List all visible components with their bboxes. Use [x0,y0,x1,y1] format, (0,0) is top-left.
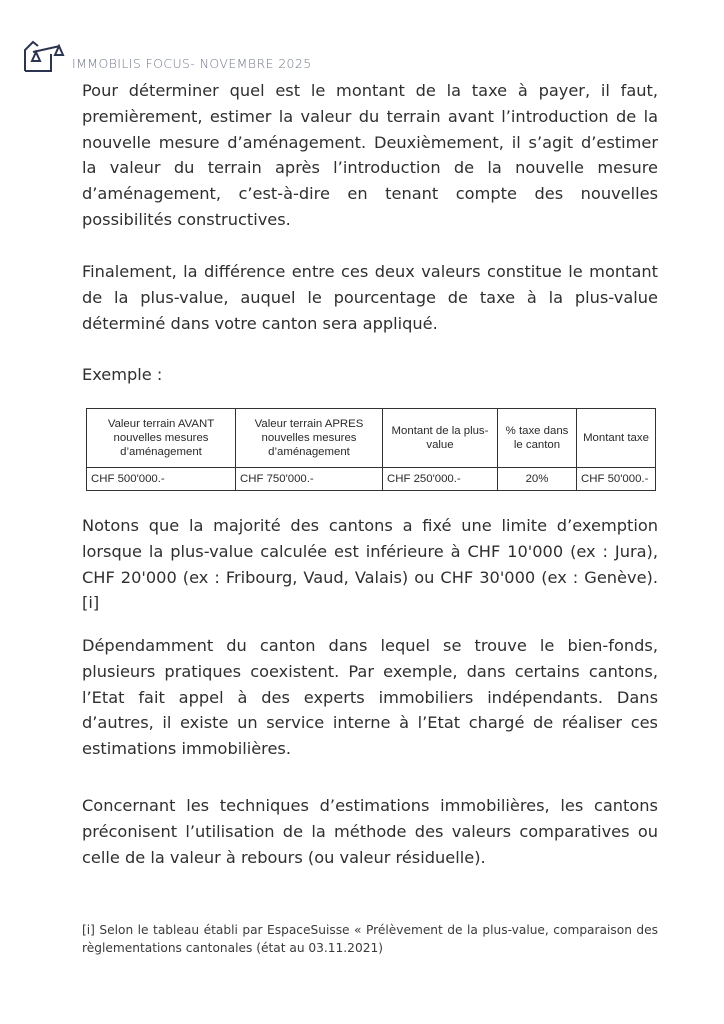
paragraph-canton-practices: Dépendamment du canton dans lequel se trouve le bien-fonds, plusieurs pratiques coexistent. Par exemple, dans certains cantons, l’Etat fait appel à des experts immobiliers indépendants. Dans d’autres, il existe un service interne à l’Etat chargé de réaliser ces estimations immobilières. [82,636,658,759]
table-cell: CHF 50'000.- [577,468,656,491]
example-table [86,408,656,491]
column-header: Valeur terrain AVANT nouvelles mesures d’aménagement [87,409,236,468]
paragraph-estimation-techniques: Concernant les techniques d’estimations immobilières, les cantons préconisent l’utilisation de la méthode des valeurs comparatives ou celle de la valeur à rebours (ou valeur résiduelle). [82,796,658,867]
column-header: Montant de la plus-value [383,409,498,468]
page-header [22,38,312,72]
footnote: [i] Selon le tableau établi par EspaceSuisse « Prélèvement de la plus-value, comparaison des règlementations cantonales (état au 03.11.2021) [82,923,658,955]
paragraph-plus-value: Finalement, la différence entre ces deux valeurs constitue le montant de la plus-value, auquel le pourcentage de taxe à la plus-value déterminé dans votre canton sera appliqué. [82,262,658,333]
paragraph-example-label: Exemple : [82,365,163,384]
table-cell: CHF 250'000.- [383,468,498,491]
house-scales-icon [22,38,70,72]
table-cell: CHF 500'000.- [87,468,236,491]
paragraph-tax-estimation: Pour déterminer quel est le montant de la taxe à payer, il faut, premièrement, estimer la valeur du terrain avant l’introduction de la nouvelle mesure d’aménagement. Deuxièmement, il s’agit d’estimer la valeur du terrain après l’introduction de la nouvelle mesure d’aménagement, c’est-à-dire en tenant compte des nouvelles possibilités constructives. [82,81,658,229]
column-header: % taxe dans le canton [498,409,577,468]
table-header-row [87,409,656,468]
column-header: Montant taxe [577,409,656,468]
paragraph-exemption-limit: Notons que la majorité des cantons a fixé une limite d’exemption lorsque la plus-value calculée est inférieure à CHF 10'000 (ex : Jura), CHF 20'000 (ex : Fribourg, Vaud, Valais) ou CHF 30'000 (ex : Genève). [i] [82,516,658,613]
column-header: Valeur terrain APRES nouvelles mesures d’aménagement [236,409,383,468]
table-row [87,468,656,491]
table-cell: 20% [498,468,577,491]
table-cell: CHF 750'000.- [236,468,383,491]
header-title: IMMOBILIS FOCUS- NOVEMBRE 2025 [72,56,312,71]
